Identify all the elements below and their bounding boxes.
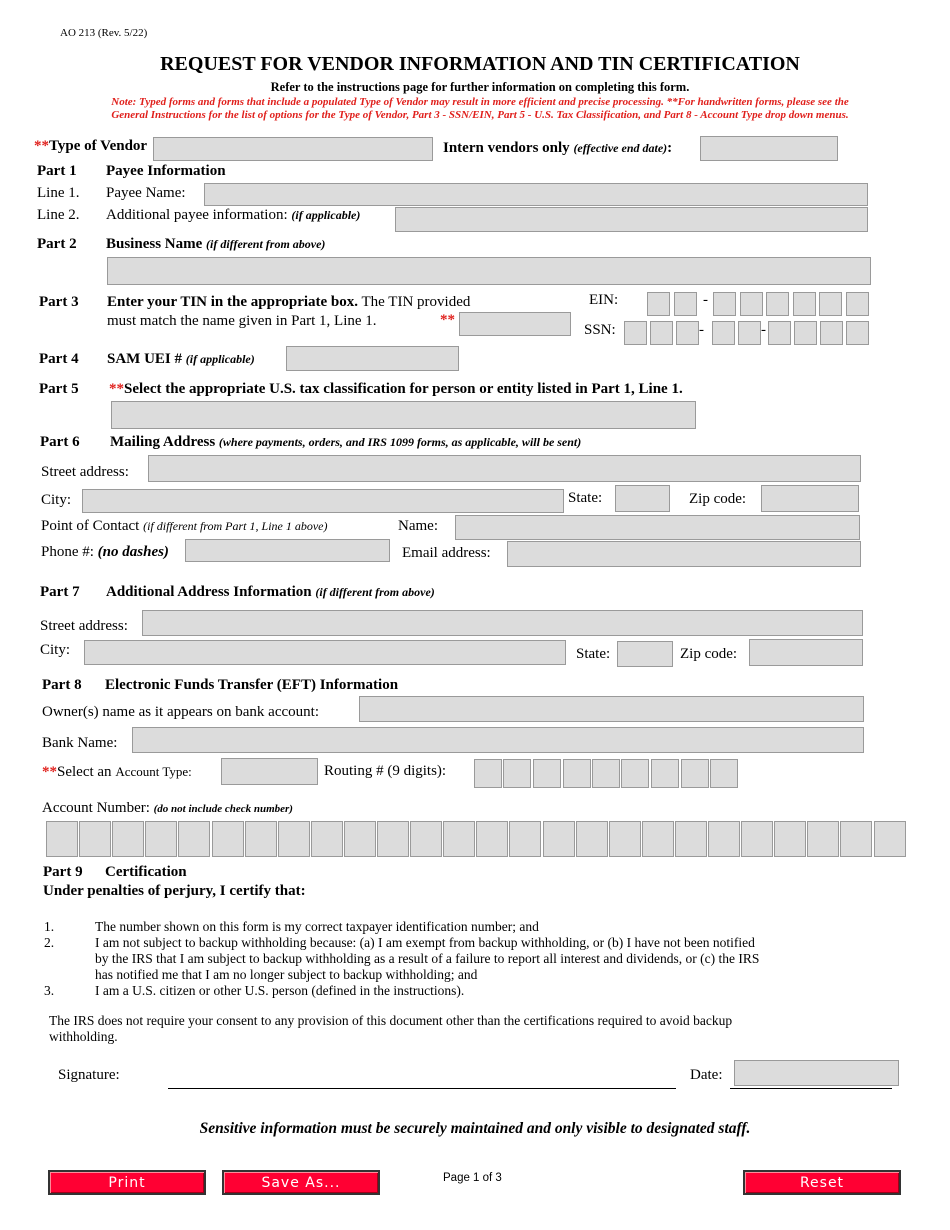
phone-field[interactable] bbox=[185, 539, 390, 562]
mailing-state-field[interactable] bbox=[615, 485, 670, 512]
ein-dash: - bbox=[703, 292, 708, 308]
tax-classification-select[interactable] bbox=[111, 401, 696, 429]
irs-consent-line-2: withholding. bbox=[49, 1029, 118, 1044]
account-number-label: Account Number: (do not include check number) bbox=[42, 800, 293, 816]
cert-item-2-line-3: has notified me that I am no longer subject to backup withholding; and bbox=[95, 967, 478, 982]
business-name-field[interactable] bbox=[107, 257, 871, 285]
sam-uei-field[interactable] bbox=[286, 346, 459, 371]
ssn-digit-box-2[interactable] bbox=[650, 321, 673, 345]
routing-digit-box-9[interactable] bbox=[710, 759, 738, 788]
account-digit-box-23[interactable] bbox=[774, 821, 806, 857]
mailing-zip-field[interactable] bbox=[761, 485, 859, 512]
intern-label: Intern vendors only (effective end date): bbox=[443, 140, 673, 156]
ssn-digit-box-3[interactable] bbox=[676, 321, 699, 345]
cert-item-1-line-1: The number shown on this form is my correct taxpayer identification number; and bbox=[95, 919, 539, 934]
ssn-digit-box-5[interactable] bbox=[738, 321, 761, 345]
account-digit-box-8[interactable] bbox=[278, 821, 310, 857]
account-digit-box-22[interactable] bbox=[741, 821, 773, 857]
account-type-select[interactable] bbox=[221, 758, 318, 785]
additional-city-field[interactable] bbox=[84, 640, 566, 665]
payee-name-field[interactable] bbox=[204, 183, 868, 206]
part7-heading: Additional Address Information (if different from above) bbox=[106, 584, 435, 600]
mailing-city-label: City: bbox=[41, 492, 72, 508]
line2-label: Line 2. bbox=[37, 207, 80, 223]
ein-digit-box-1[interactable] bbox=[647, 292, 670, 316]
ssn-digit-box-9[interactable] bbox=[846, 321, 869, 345]
page-number: Page 1 of 3 bbox=[443, 1172, 502, 1184]
account-digit-box-9[interactable] bbox=[311, 821, 343, 857]
account-digit-box-6[interactable] bbox=[212, 821, 244, 857]
part9-label: Part 9 bbox=[43, 864, 83, 880]
note-line-1: Note: Typed forms and forms that include a populated Type of Vendor may result in more efficient and precise processing. **For handwritten forms, please see the bbox=[111, 96, 849, 108]
tin-type-select[interactable] bbox=[459, 312, 571, 336]
ssn-dash-1: - bbox=[699, 322, 704, 338]
sensitive-info-notice: Sensitive information must be securely maintained and only visible to designated staff. bbox=[199, 1120, 751, 1137]
ein-digit-box-4[interactable] bbox=[740, 292, 763, 316]
email-field[interactable] bbox=[507, 541, 861, 567]
account-digit-box-14[interactable] bbox=[476, 821, 508, 857]
poc-name-label: Name: bbox=[398, 518, 438, 534]
routing-digit-box-8[interactable] bbox=[681, 759, 709, 788]
account-digit-box-18[interactable] bbox=[609, 821, 641, 857]
penalty-statement: Under penalties of perjury, I certify that: bbox=[43, 883, 306, 899]
signature-line[interactable] bbox=[168, 1088, 676, 1089]
signature-date-field[interactable] bbox=[734, 1060, 899, 1086]
poc-name-field[interactable] bbox=[455, 515, 860, 540]
account-digit-box-25[interactable] bbox=[840, 821, 872, 857]
cert-item-2-line-1: I am not subject to backup withholding because: (a) I am exempt from backup withholding, or (b) I have not been notified bbox=[95, 935, 755, 950]
part4-heading: SAM UEI # (if applicable) bbox=[107, 351, 255, 367]
save-as-button[interactable]: Save As... bbox=[222, 1170, 380, 1195]
part3-text-line2: must match the name given in Part 1, Line 1. bbox=[107, 313, 377, 329]
part8-label: Part 8 bbox=[42, 677, 82, 693]
payee-name-label: Payee Name: bbox=[106, 185, 186, 201]
owner-name-field[interactable] bbox=[359, 696, 864, 722]
ein-label: EIN: bbox=[589, 292, 619, 308]
routing-digit-box-3[interactable] bbox=[533, 759, 561, 788]
account-digit-box-7[interactable] bbox=[245, 821, 277, 857]
mailing-state-label: State: bbox=[568, 490, 603, 506]
ein-digit-box-3[interactable] bbox=[713, 292, 736, 316]
date-line bbox=[730, 1088, 892, 1089]
signature-label: Signature: bbox=[58, 1067, 120, 1083]
mailing-street-label: Street address: bbox=[41, 464, 129, 480]
form-id: AO 213 (Rev. 5/22) bbox=[60, 27, 148, 39]
print-button[interactable]: Print bbox=[48, 1170, 206, 1195]
mailing-city-field[interactable] bbox=[82, 489, 564, 513]
part1-heading: Payee Information bbox=[106, 163, 226, 179]
account-digit-box-21[interactable] bbox=[708, 821, 740, 857]
additional-payee-label: Additional payee information: (if applicable) bbox=[106, 207, 361, 223]
line1-label: Line 1. bbox=[37, 185, 80, 201]
part3-text-line1: Enter your TIN in the appropriate box. The TIN provided bbox=[107, 294, 471, 310]
part4-label: Part 4 bbox=[39, 351, 79, 367]
part1-label: Part 1 bbox=[37, 163, 77, 179]
date-label: Date: bbox=[690, 1067, 723, 1083]
cert-item-3-line-1: I am a U.S. citizen or other U.S. person (defined in the instructions). bbox=[95, 983, 465, 998]
routing-digit-box-6[interactable] bbox=[621, 759, 649, 788]
ssn-digit-box-1[interactable] bbox=[624, 321, 647, 345]
ein-digit-box-7[interactable] bbox=[819, 292, 842, 316]
tin-required-stars: ** bbox=[440, 312, 455, 328]
cert-item-2-num: 2. bbox=[44, 935, 55, 950]
part6-label: Part 6 bbox=[40, 434, 80, 450]
ssn-digit-box-8[interactable] bbox=[820, 321, 843, 345]
account-digit-box-17[interactable] bbox=[576, 821, 608, 857]
owner-name-label: Owner(s) name as it appears on bank account: bbox=[42, 704, 319, 720]
part6-heading: Mailing Address (where payments, orders, and IRS 1099 forms, as applicable, will be sent) bbox=[110, 434, 582, 450]
account-digit-box-20[interactable] bbox=[675, 821, 707, 857]
ssn-digit-box-7[interactable] bbox=[794, 321, 817, 345]
ein-digit-box-2[interactable] bbox=[674, 292, 697, 316]
account-digit-box-10[interactable] bbox=[344, 821, 376, 857]
account-digit-box-5[interactable] bbox=[178, 821, 210, 857]
reset-button[interactable]: Reset bbox=[743, 1170, 901, 1195]
ssn-digit-box-4[interactable] bbox=[712, 321, 735, 345]
account-digit-box-2[interactable] bbox=[79, 821, 111, 857]
phone-label: Phone #: (no dashes) bbox=[41, 544, 169, 560]
vendor-type-label: **Type of Vendor bbox=[34, 138, 148, 154]
account-digit-box-13[interactable] bbox=[443, 821, 475, 857]
routing-digit-box-4[interactable] bbox=[563, 759, 591, 788]
routing-digit-box-2[interactable] bbox=[503, 759, 531, 788]
irs-consent-line-1: The IRS does not require your consent to any provision of this document other than the certifications required to avoid backup bbox=[49, 1013, 733, 1028]
ein-digit-box-6[interactable] bbox=[793, 292, 816, 316]
ssn-dash-2: - bbox=[761, 322, 766, 338]
routing-digit-box-1[interactable] bbox=[474, 759, 502, 788]
additional-payee-field[interactable] bbox=[395, 207, 868, 232]
account-digit-box-19[interactable] bbox=[642, 821, 674, 857]
ein-digit-box-5[interactable] bbox=[766, 292, 789, 316]
routing-digit-box-7[interactable] bbox=[651, 759, 679, 788]
part9-heading: Certification bbox=[105, 864, 187, 880]
routing-digit-box-5[interactable] bbox=[592, 759, 620, 788]
account-digit-box-15[interactable] bbox=[509, 821, 541, 857]
additional-city-label: City: bbox=[40, 642, 71, 658]
mailing-street-field[interactable] bbox=[148, 455, 861, 482]
account-digit-box-1[interactable] bbox=[46, 821, 78, 857]
account-digit-box-26[interactable] bbox=[874, 821, 906, 857]
part2-heading: Business Name (if different from above) bbox=[106, 236, 326, 252]
ssn-digit-box-6[interactable] bbox=[768, 321, 791, 345]
bank-name-label: Bank Name: bbox=[42, 735, 118, 751]
account-digit-box-24[interactable] bbox=[807, 821, 839, 857]
form-title: REQUEST FOR VENDOR INFORMATION AND TIN CERTIFICATION bbox=[160, 53, 800, 75]
cert-item-3-num: 3. bbox=[44, 983, 55, 998]
required-stars: ** bbox=[34, 138, 49, 154]
vendor-type-select[interactable] bbox=[153, 137, 433, 161]
part8-heading: Electronic Funds Transfer (EFT) Information bbox=[105, 677, 399, 693]
email-label: Email address: bbox=[402, 545, 491, 561]
bank-name-field[interactable] bbox=[132, 727, 864, 753]
account-digit-box-3[interactable] bbox=[112, 821, 144, 857]
part7-label: Part 7 bbox=[40, 584, 80, 600]
account-digit-box-4[interactable] bbox=[145, 821, 177, 857]
account-type-label: **Select an Account Type: bbox=[42, 764, 192, 780]
part3-label: Part 3 bbox=[39, 294, 79, 310]
account-digit-box-16[interactable] bbox=[543, 821, 575, 857]
form-subtitle: Refer to the instructions page for further information on completing this form. bbox=[270, 80, 690, 94]
account-digit-box-12[interactable] bbox=[410, 821, 442, 857]
ein-digit-box-8[interactable] bbox=[846, 292, 869, 316]
part2-label: Part 2 bbox=[37, 236, 77, 252]
mailing-zip-label: Zip code: bbox=[689, 491, 747, 507]
additional-street-label: Street address: bbox=[40, 618, 128, 634]
note-line-2: General Instructions for the list of options for the Type of Vendor, Part 3 - SSN/EIN, Part 5 - U.S. Tax Classification, and Part 8 - Account Type drop down menus. bbox=[111, 109, 849, 121]
cert-item-1-num: 1. bbox=[44, 919, 55, 934]
routing-label: Routing # (9 digits): bbox=[324, 763, 447, 779]
cert-item-2-line-2: by the IRS that I am subject to backup withholding as a result of a failure to report all interest and dividends, or (c) the IRS bbox=[95, 951, 760, 966]
part5-heading: **Select the appropriate U.S. tax classification for person or entity listed in Part 1, Line 1. bbox=[109, 381, 683, 397]
additional-state-label: State: bbox=[576, 646, 611, 662]
additional-state-field[interactable] bbox=[617, 641, 673, 667]
additional-zip-label: Zip code: bbox=[680, 646, 738, 662]
account-digit-box-11[interactable] bbox=[377, 821, 409, 857]
ssn-label: SSN: bbox=[584, 322, 616, 338]
part5-label: Part 5 bbox=[39, 381, 79, 397]
additional-street-field[interactable] bbox=[142, 610, 863, 636]
intern-end-date-field[interactable] bbox=[700, 136, 838, 161]
poc-label: Point of Contact (if different from Part 1, Line 1 above) bbox=[41, 518, 328, 534]
additional-zip-field[interactable] bbox=[749, 639, 863, 666]
